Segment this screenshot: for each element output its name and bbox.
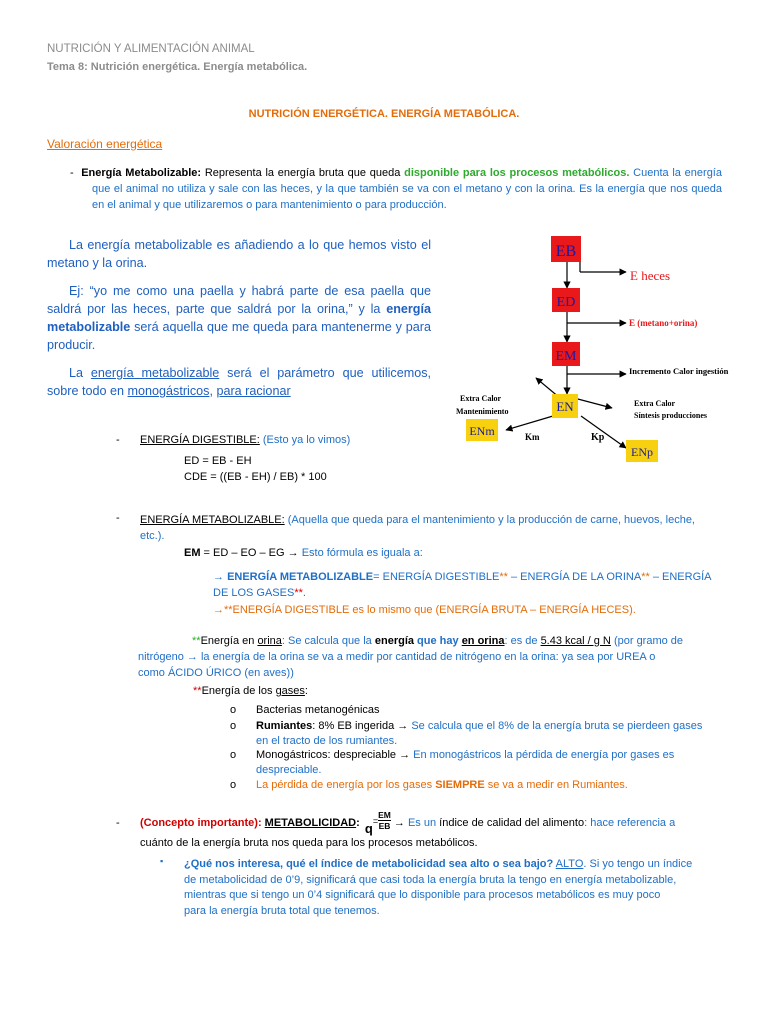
sub-marker-4: o xyxy=(230,779,237,791)
label-km: Km xyxy=(525,432,540,442)
course-header: NUTRICIÓN Y ALIMENTACIÓN ANIMAL xyxy=(47,43,255,55)
metab-bullet: ▪ xyxy=(160,856,164,866)
paragraph-2: Ej: “yo me como una paella y habrá parte de esa paella que saldrá por las heces, parte que saldrá por la orina,” y la energía metabolizable será aquella que me queda para mantenerme y para producir. xyxy=(47,284,431,352)
paragraph-1: La energía metabolizable es añadiendo a lo que hemos visto el metano y la orina. xyxy=(47,238,431,270)
sub-item-2: Rumiantes: 8% EB ingerida → Se calcula que el 8% de la energía bruta se pierdeen gases xyxy=(256,720,703,732)
node-em-label: EM xyxy=(555,349,577,364)
metab-line-2: cuánto de la energía bruta nos queda para los procesos metabólicos. xyxy=(140,837,478,849)
em-definition: - Energía Metabolizable: Representa la energía bruta que queda disponible para los procesos metabólicos. Cuenta la energía que el animal no utiliza y sale con las heces, y la que también se va con el metano y con la orina. Es la energía que nos queda en el animal y que utilizaremos o para mantenimiento o para producción. xyxy=(70,167,722,211)
label-heces: E heces xyxy=(630,268,671,283)
metab-line: (Concepto importante): METABOLICIDAD: q= $\frac{EM}{EB}$ → Es un índice de calidad del alimento: hace referencia a xyxy=(140,810,676,836)
sub-marker-3: o xyxy=(230,749,237,761)
metab-dash: - xyxy=(116,817,120,829)
section-heading: Valoración energética xyxy=(47,137,163,151)
energy-flow-diagram xyxy=(440,228,740,468)
gases-heading: **Energía de los gases: xyxy=(193,685,308,697)
arrow-enm xyxy=(506,416,553,430)
ed-equivalence-note: →**ENERGÍA DIGESTIBLE es lo mismo que (ENERGÍA BRUTA – ENERGÍA HECES). xyxy=(213,604,636,616)
label-mant-2: Mantenimiento xyxy=(456,407,509,416)
sub-item-3-cont: despreciable. xyxy=(256,764,322,776)
node-eb-label: EB xyxy=(555,243,577,260)
label-prod-2: Síntesis producciones xyxy=(634,411,707,420)
ed-heading: ENERGÍA DIGESTIBLE: (Esto ya lo vimos) xyxy=(140,434,351,446)
left-column xyxy=(47,236,431,400)
em-term: Energía Metabolizable: xyxy=(81,167,202,179)
label-kp: Kp xyxy=(591,432,605,443)
paragraph-3: La energía metabolizable será el parámetro que utilicemos, sobre todo en monogástricos, para racionar xyxy=(47,366,432,398)
ed-formula-1: ED = EB - EH xyxy=(184,455,252,467)
orina-paragraph: **Energía en orina: Se calcula que la energía que hay en orina: es de 5.43 kcal / g N (por gramo de nitrógeno → la energía de la orina se va a medir por cantidad de nitrógeno en la orina: ya sea por UREA o como ÁCIDO ÚRICO (en aves)) xyxy=(138,635,684,679)
topic-header: Tema 8: Nutrición energética. Energía metabólica. xyxy=(47,61,308,73)
node-enp-label: ENp xyxy=(631,445,653,459)
label-calor: Incremento Calor ingestión xyxy=(629,366,729,376)
sub-item-2-cont: en el tracto de los rumiantes. xyxy=(256,735,398,747)
label-prod-1: Extra Calor xyxy=(634,399,676,408)
node-enm-label: ENm xyxy=(469,424,495,438)
label-metano: E (metano+orina) xyxy=(629,318,698,328)
metab-question: ¿Qué nos interesa, qué el índice de metabolicidad sea alto o sea bajo? ALTO. Si yo tengo un índice de metabolicidad de 0’9, significará que casi toda la energía bruta la tengo en energía metabolizable, mientras que si tengo un 0’4 significará que lo disponible para procesos metabólicos es muy poco para la energía bruta total que tenemos. xyxy=(184,858,693,917)
sub-item-4: La pérdida de energía por los gases SIEMPRE se va a medir en Rumiantes. xyxy=(256,779,628,791)
em-heading: ENERGÍA METABOLIZABLE: (Aquella que queda para el mantenimiento y la producción de carne, huevos, leche, etc.). xyxy=(140,514,695,542)
em-dash: - xyxy=(116,512,120,524)
page-title: NUTRICIÓN ENERGÉTICA. ENERGÍA METABÓLICA. xyxy=(248,108,520,120)
sub-marker-2: o xyxy=(230,720,237,732)
sub-item-3: Monogástricos: despreciable → En monogástricos la pérdida de energía por gases es xyxy=(256,749,675,761)
em-formula: EM = ED – EO – EG → Esto fórmula es iguala a: xyxy=(184,547,423,559)
arrow-extra-prod xyxy=(574,398,612,408)
sub-marker-1: o xyxy=(230,704,237,716)
sub-item-1: Bacterias metanogénicas xyxy=(256,704,380,716)
node-en-label: EN xyxy=(556,399,574,414)
ed-dash: - xyxy=(116,434,120,446)
node-ed-label: ED xyxy=(556,295,576,310)
ed-formula-2: CDE = ((EB - EH) / EB) * 100 xyxy=(184,471,327,483)
em-equivalence: → ENERGÍA METABOLIZABLE= ENERGÍA DIGESTIBLE** – ENERGÍA DE LA ORINA** – ENERGÍA DE LOS GASES**. xyxy=(213,571,711,599)
metab-formula: q= $\frac{EM}{EB}$ xyxy=(364,810,391,836)
label-mant-1: Extra Calor xyxy=(460,394,502,403)
